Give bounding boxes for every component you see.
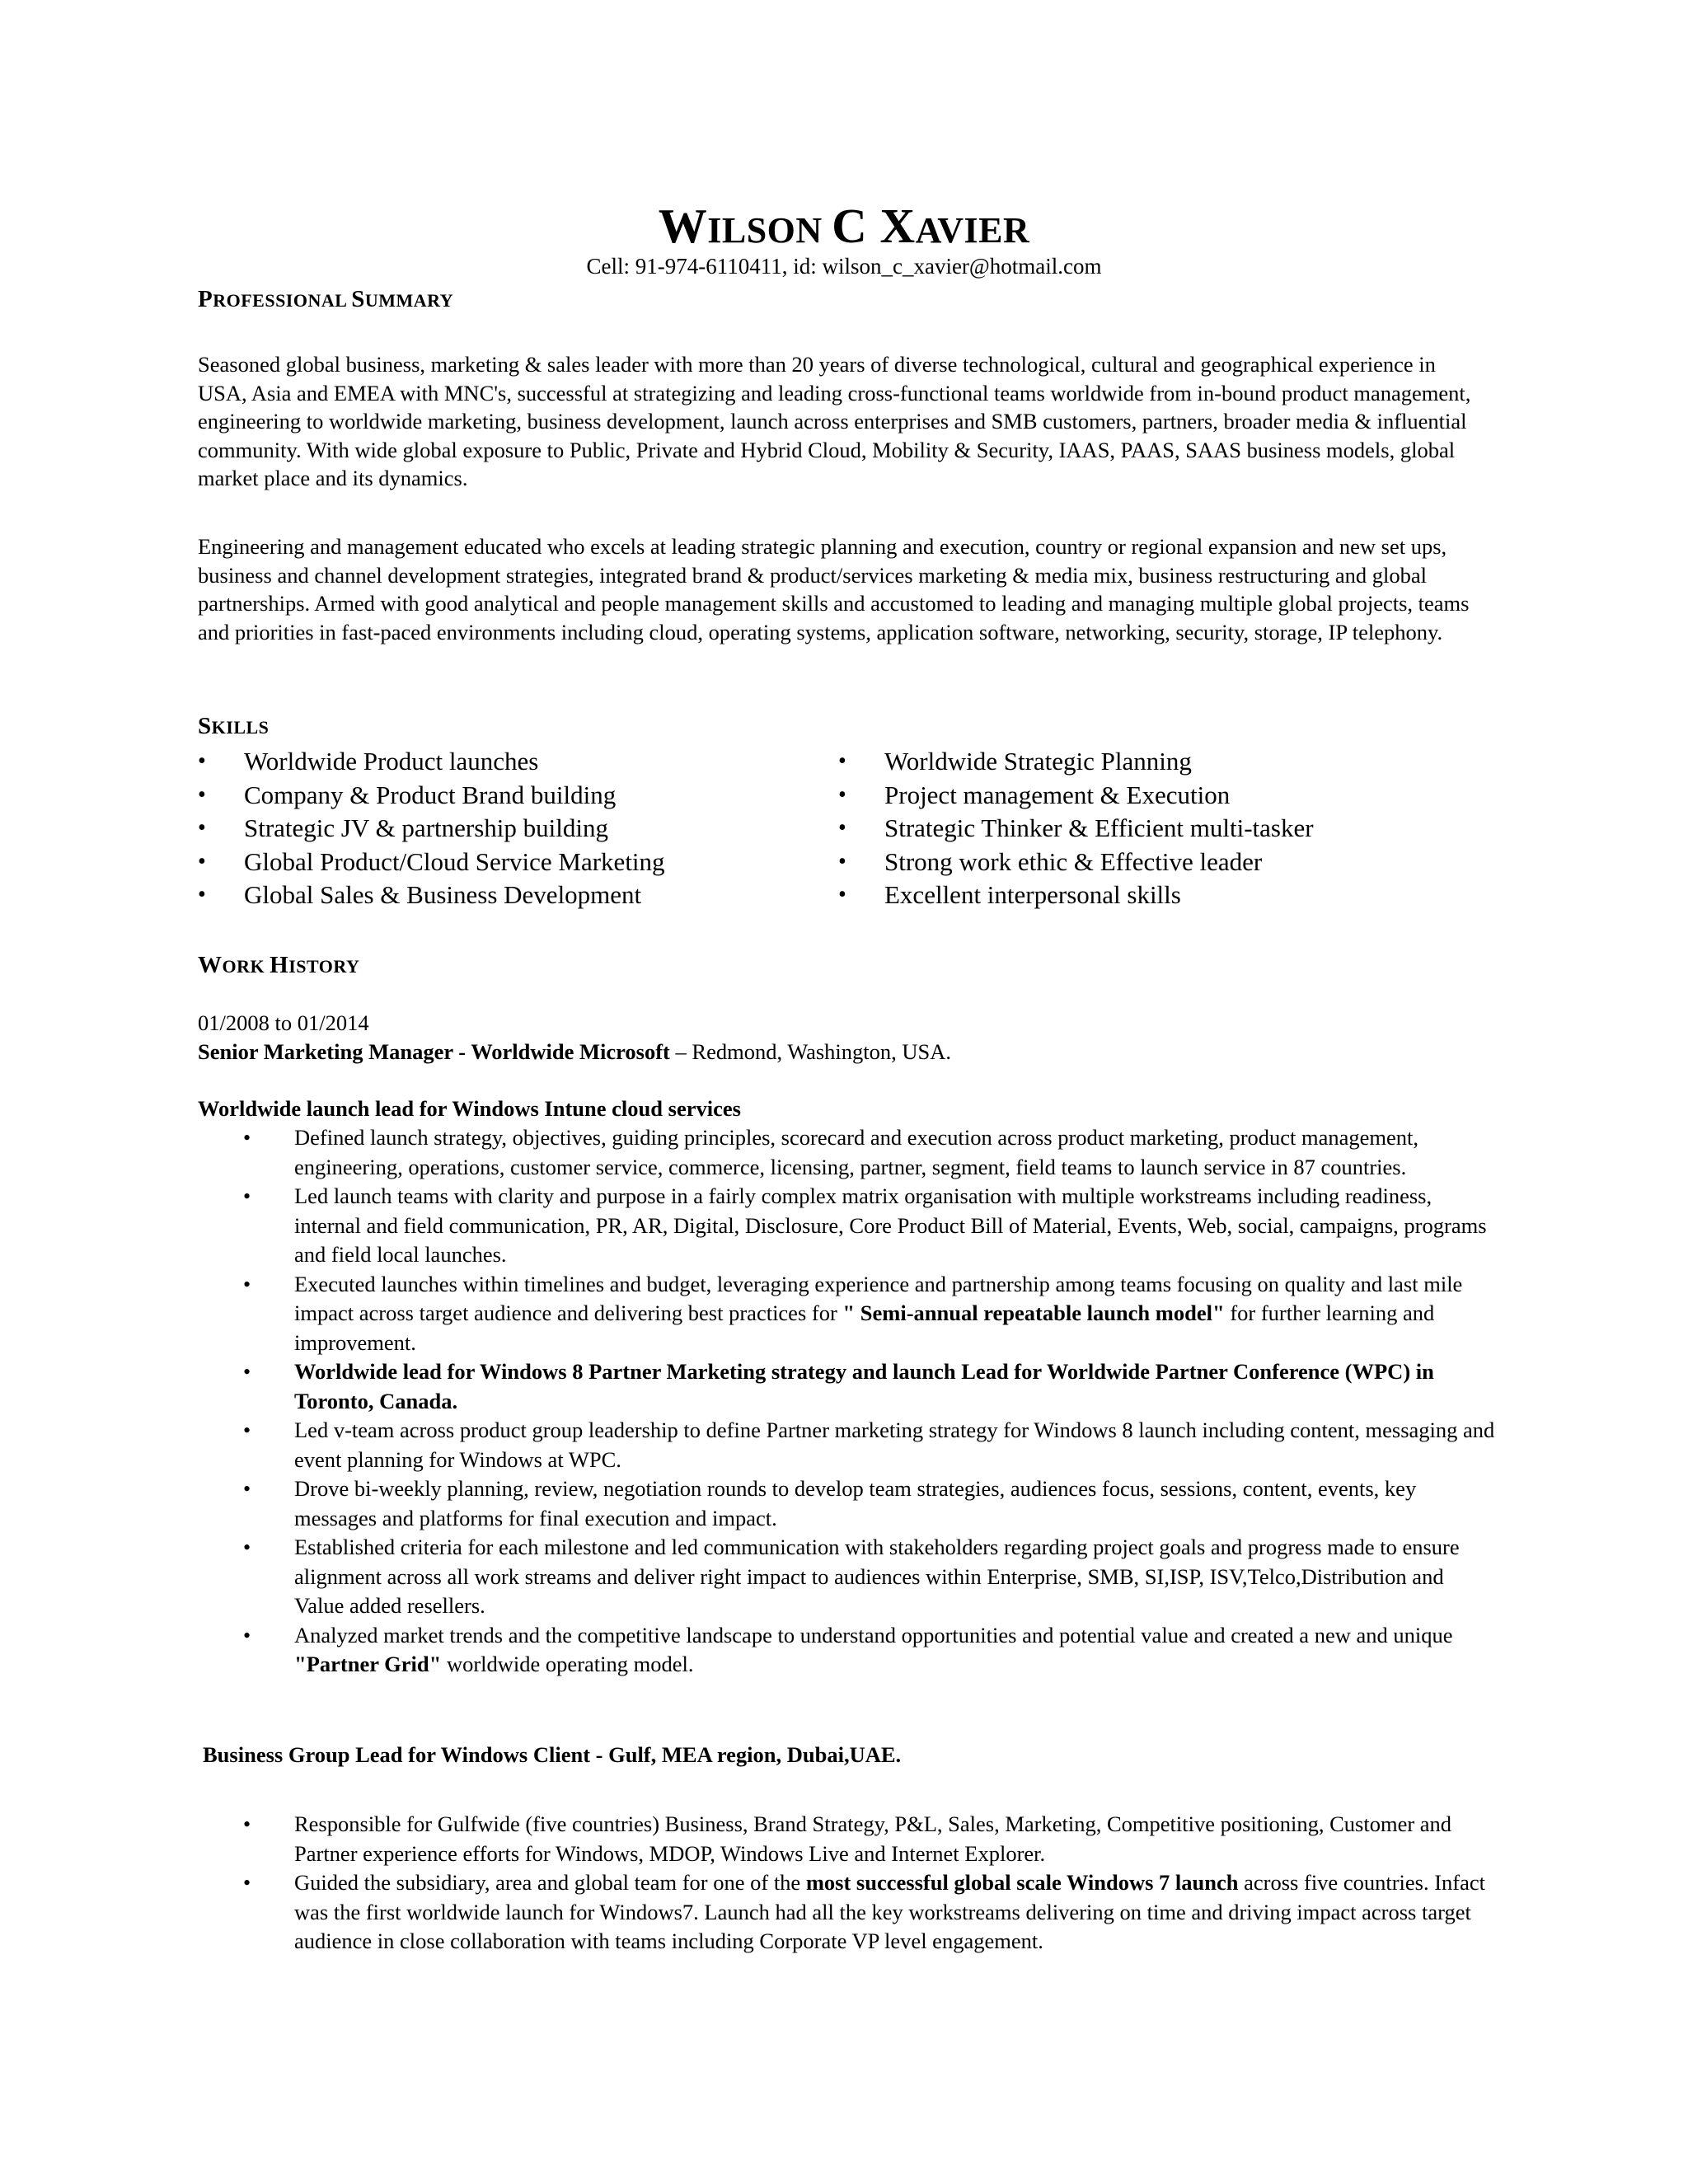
- summary-paragraph-2: Engineering and management educated who excels at leading strategic planning and execution, country or regional expansion and new set ups, business and channel development strategies, integrated brand & product/services marketing & media mix, business restructuring and global partnerships. Armed with good analytical and people management skills and accustomed to leading and managing multiple global projects, teams and priorities in fast-paced environments including cloud, operating systems, application software, networking, security, storage, IP telephony.: [198, 534, 1470, 644]
- bullet-text: Established criteria for each milestone and led communication with stakeholders regarding project goals and progress made to ensure alignment across all work streams and deliver right impact to audiences within Enterprise, SMB, SI,ISP, ISV,Telco,Distribution and Value added resellers.: [294, 1535, 1460, 1618]
- name-initial-last: C X: [832, 199, 916, 253]
- bullet-text: Analyzed market trends and the competitive landscape to understand opportunities and potential value and created a new and unique: [294, 1622, 1453, 1647]
- list-item: [243, 1270, 1496, 1358]
- summary-paragraph-1: Seasoned global business, marketing & sales leader with more than 20 years of diverse technological, cultural and geographical experience in USA, Asia and EMEA with MNC's, successful at strategizing and leading cross-functional teams worldwide from in-bound product management, engineering to worldwide marketing, business development, launch across enterprises and SMB customers, partners, broader media & influential community. With wide global exposure to Public, Private and Hybrid Cloud, Mobility & Security, IAAS, PAAS, SAAS business models, global market place and its dynamics.: [198, 352, 1471, 490]
- role-heading-intune: Worldwide launch lead for Windows Intune cloud services: [198, 1096, 741, 1121]
- role-intune-bullets: [243, 1123, 1496, 1680]
- list-item: [243, 1357, 1496, 1416]
- role-heading-gulf: Business Group Lead for Windows Client - Gulf, MEA region, Dubai,UAE.: [203, 1742, 902, 1767]
- bullet-bold-text: most successful global scale Windows 7 launch: [805, 1870, 1239, 1895]
- bullet-text: Defined launch strategy, objectives, guiding principles, scorecard and execution across product marketing, product management, engineering, operations, customer service, commerce, licensing, partner, segment, field teams to launch service in 87 countries.: [294, 1125, 1419, 1179]
- skill-item: • Global Sales & Business Development: [198, 879, 808, 912]
- work-history-heading: [198, 952, 359, 979]
- list-item: [243, 1868, 1496, 1957]
- heading-rest: ISTORY: [288, 956, 360, 977]
- heading-rest: ROFESSIONAL: [213, 290, 352, 311]
- bullet-bold-text: " Semi-annual repeatable launch model": [842, 1301, 1225, 1325]
- heading-rest: KILLS: [211, 717, 270, 738]
- heading-cap: S: [198, 713, 212, 739]
- list-item: [243, 1416, 1496, 1474]
- skill-item: • Strong work ethic & Effective leader: [838, 846, 1498, 879]
- bullet-bold-text: Worldwide lead for Windows 8 Partner Marketing strategy and launch Lead for Worldwide Partner Conference (WPC) in Toronto, Canada.: [294, 1359, 1434, 1413]
- bullet-bold-text: "Partner Grid": [294, 1652, 442, 1676]
- skill-item: • Global Product/Cloud Service Marketing: [198, 846, 808, 879]
- skill-item: • Worldwide Strategic Planning: [838, 745, 1498, 779]
- skill-item: • Excellent interpersonal skills: [838, 879, 1498, 912]
- skill-item: • Strategic JV & partnership building: [198, 812, 808, 846]
- list-item: [243, 1533, 1496, 1621]
- job-location: – Redmond, Washington, USA.: [669, 1039, 952, 1064]
- bullet-text: worldwide operating model.: [441, 1652, 694, 1676]
- list-item: [243, 1474, 1496, 1533]
- heading-cap: H: [270, 952, 289, 978]
- skills-list-left: [198, 745, 808, 912]
- role-gulf-bullets: [243, 1810, 1496, 1957]
- skill-item: • Project management & Execution: [838, 779, 1498, 813]
- bullet-text: across five countries. Infact was the first worldwide launch for Windows7. Launch had all the key workstreams delivering on time and driving impact across target audience in close collaboration with teams including Corporate VP level engagement.: [294, 1870, 1485, 1953]
- heading-rest: UMMARY: [364, 290, 454, 311]
- bullet-text: Drove bi-weekly planning, review, negotiation rounds to develop team strategies, audiences focus, sessions, content, events, key messages and platforms for final execution and impact.: [294, 1476, 1417, 1530]
- professional-summary-heading: [198, 286, 453, 313]
- job-dates: 01/2008 to 01/2014: [198, 1010, 369, 1035]
- bullet-text: Led launch teams with clarity and purpose in a fairly complex matrix organisation with multiple workstreams including readiness, internal and field communication, PR, AR, Digital, Disclosure, Core Product Bill of Material, Events, Web, social, campaigns, programs and field local launches.: [294, 1183, 1487, 1267]
- job-title-company: Senior Marketing Manager - Worldwide Microsoft: [198, 1039, 670, 1064]
- skills-list-right: [838, 745, 1498, 912]
- skill-item: • Strategic Thinker & Efficient multi-tasker: [838, 812, 1498, 846]
- skills-heading: [198, 713, 269, 740]
- heading-rest: ORK: [222, 956, 270, 977]
- list-item: [243, 1621, 1496, 1680]
- heading-cap: S: [351, 286, 365, 312]
- bullet-text: Guided the subsidiary, area and global team for one of the: [294, 1870, 806, 1895]
- bullet-text: for further learning and improvement.: [294, 1301, 1435, 1355]
- skill-item: • Company & Product Brand building: [198, 779, 808, 813]
- heading-cap: P: [198, 286, 213, 312]
- candidate-name: [0, 198, 1688, 255]
- list-item: [243, 1182, 1496, 1270]
- bullet-text: Led v-team across product group leadership to define Partner marketing strategy for Windows 8 launch including content, messaging and event planning for Windows at WPC.: [294, 1418, 1495, 1472]
- name-rest-last: AVIER: [915, 210, 1030, 251]
- contact-line: Cell: 91-974-6110411, id: wilson_c_xavier@hotmail.com: [586, 254, 1102, 279]
- job-title: [198, 1039, 951, 1065]
- skill-item: • Worldwide Product launches: [198, 745, 808, 779]
- list-item: [243, 1810, 1496, 1868]
- bullet-text: Responsible for Gulfwide (five countries) Business, Brand Strategy, P&L, Sales, Marketing, Competitive positioning, Customer and Partner experience efforts for Windows, MDOP, Windows Live and Internet Explorer.: [294, 1811, 1452, 1866]
- name-initial-first: W: [658, 199, 708, 253]
- name-rest-first: ILSON: [707, 210, 832, 251]
- heading-cap: W: [198, 952, 223, 978]
- bullet-text: Executed launches within timelines and budget, leveraging experience and partnership among teams focusing on quality and last mile impact across target audience and delivering best practices for: [294, 1271, 1463, 1325]
- list-item: [243, 1123, 1496, 1182]
